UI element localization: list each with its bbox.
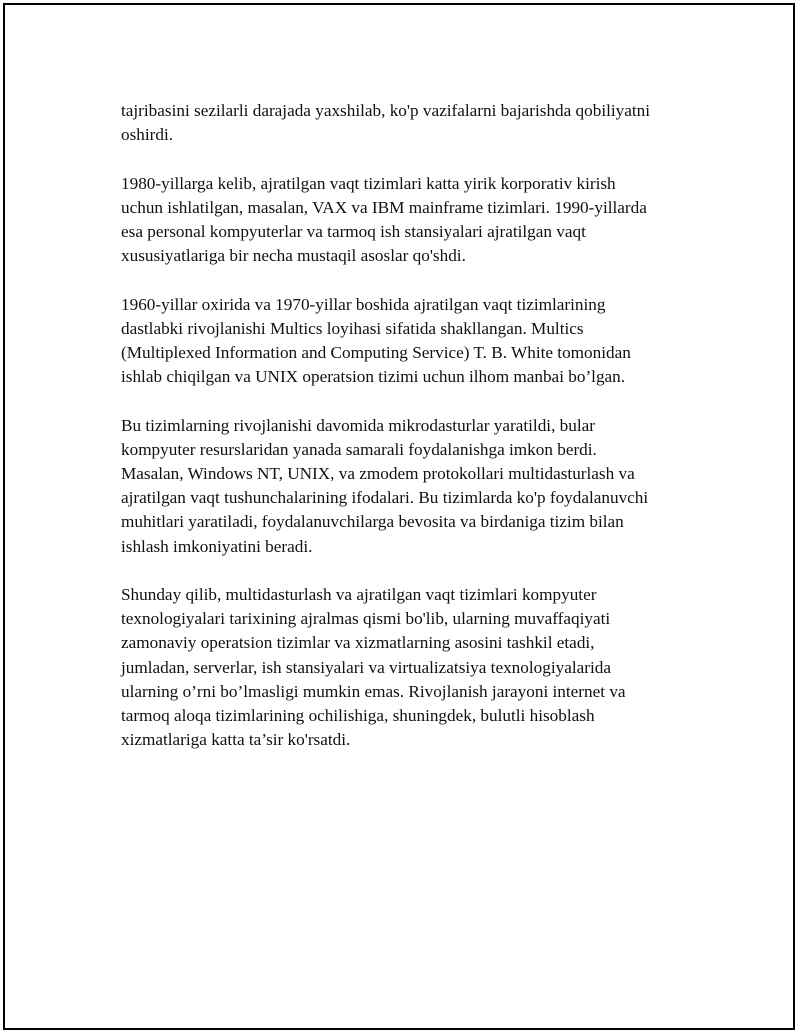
paragraph-3: 1960-yillar oxirida va 1970-yillar boshida ajratilgan vaqt tizimlarining dastlabki rivojlanishi Multics loyihasi sifatida shakllangan. Multics (Multiplexed Information and Computing Service) T. B. White tomonidan ishlab chiqilgan va UNIX operatsion tizimi uchun ilhom manbai bo’lgan.	[121, 294, 631, 387]
paragraph-4: Bu tizimlarning rivojlanishi davomida mikrodasturlar yaratildi, bular kompyuter resurslaridan yanada samarali foydalanishga imkon berdi. Masalan, Windows NT, UNIX, va zmodem protokollari multidasturlash va ajratilgan vaqt tushunchalarining ifodalari. Bu tizimlarda ko'p foydalanuvchi muhitlari yaratiladi, foydalanuvchilarga bevosita va birdaniga tizim bilan ishlash imkoniyatini beradi.	[121, 415, 649, 556]
paragraph-1: tajribasini sezilarli darajada yaxshilab, ko'p vazifalarni bajarishda qobiliyatni oshirdi.	[121, 101, 651, 145]
paragraph-5: Shunday qilib, multidasturlash va ajratilgan vaqt tizimlari kompyuter texnologiyalari tarixining ajralmas qismi bo'lib, ularning muvaffaqiyati zamonaviy operatsion tizimlar va xizmatlarning asosini tashkil etadi, jumladan, serverlar, ish stansiyalari va virtualizatsiya texnologiyalarida ularning o’rni bo’lmasligi mumkin emas. Rivojlanish jarayoni internet va tarmoq aloqa tizimlarining ochilishiga, shuningdek, bulutli hisoblash xizmatlariga katta ta’sir ko'rsatdi.	[121, 585, 626, 750]
page-frame	[3, 3, 795, 1030]
paragraph-2: 1980-yillarga kelib, ajratilgan vaqt tizimlari katta yirik korporativ kirish uchun ishlatilgan, masalan, VAX va IBM mainframe tizimlari. 1990-yillarda esa personal kompyuterlar va tarmoq ish stansiyalari ajratilgan vaqt xususiyatlariga bir necha mustaqil asoslar qo'shdi.	[121, 173, 647, 266]
document-body	[121, 99, 701, 777]
